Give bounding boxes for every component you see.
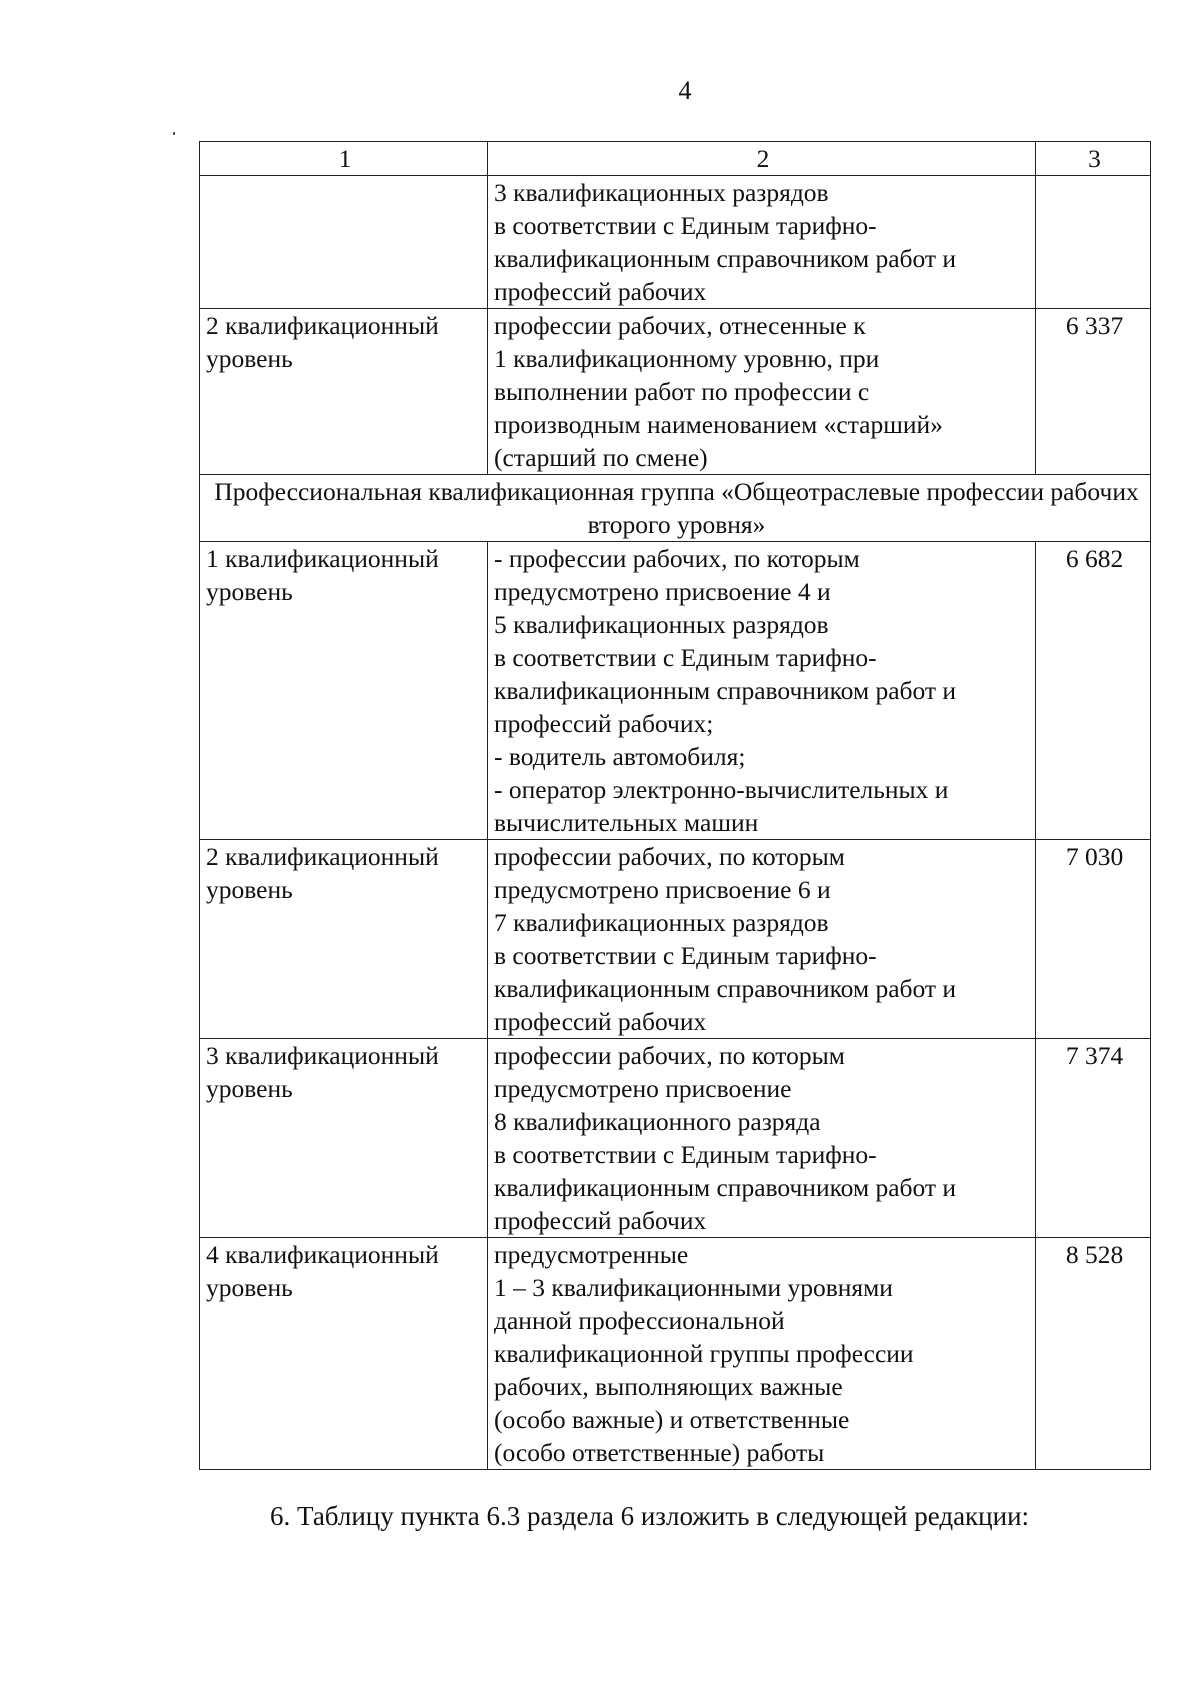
- page-number: 4: [678, 76, 692, 105]
- description-line: в соответствии с Единым тарифно-: [494, 941, 877, 970]
- description-cell: [488, 1039, 1036, 1238]
- description-line: 1 – 3 квалификационными уровнями: [494, 1273, 893, 1302]
- table-body: [200, 142, 1151, 1470]
- group-heading-row: [200, 475, 1151, 542]
- description-line: вычислительных машин: [494, 808, 759, 837]
- description-line: (старший по смене): [494, 443, 708, 472]
- description-line: квалификационным справочником работ и: [494, 1173, 957, 1202]
- scan-speck: [173, 132, 175, 135]
- description-line: квалификационным справочником работ и: [494, 974, 957, 1003]
- description-line: профессий рабочих: [494, 277, 707, 306]
- salary-table: [199, 141, 1151, 1470]
- description-line: предусмотрено присвоение 4 и: [494, 577, 831, 606]
- description-line: (особо важные) и ответственные: [494, 1405, 850, 1434]
- description-line: в соответствии с Единым тарифно-: [494, 211, 877, 240]
- footer-paragraph: 6. Таблицу пункта 6.3 раздела 6 изложить в следующей редакции:: [270, 1501, 1030, 1531]
- value-cell: 7 374: [1036, 1039, 1151, 1238]
- value-cell: 6 682: [1036, 542, 1151, 840]
- description-line: данной профессиональной: [494, 1306, 785, 1335]
- description-line: 1 квалификационному уровню, при: [494, 344, 880, 373]
- description-line: профессий рабочих: [494, 1206, 707, 1235]
- description-line: квалификационной группы профессии: [494, 1339, 914, 1368]
- description-line: профессии рабочих, по которым: [494, 842, 845, 871]
- level-cell: 2 квалификационный уровень: [200, 309, 488, 475]
- level-cell: [200, 176, 488, 309]
- table-row: [200, 1238, 1151, 1470]
- description-line: профессии рабочих, по которым: [494, 1041, 845, 1070]
- header-cell-1: 1: [200, 142, 488, 176]
- description-line: - профессии рабочих, по которым: [494, 544, 860, 573]
- description-cell: [488, 1238, 1036, 1470]
- level-cell: 2 квалификационный уровень: [200, 840, 488, 1039]
- description-line: предусмотрено присвоение 6 и: [494, 875, 831, 904]
- description-line: профессий рабочих: [494, 1007, 707, 1036]
- table-row: [200, 176, 1151, 309]
- description-line: профессии рабочих, отнесенные к: [494, 311, 866, 340]
- table-row: [200, 840, 1151, 1039]
- group-heading-cell: Профессиональная квалификационная группа «Общеотраслевые профессии рабочих второго уровня»: [200, 475, 1151, 542]
- description-line: 3 квалификационных разрядов: [494, 178, 829, 207]
- level-cell: 4 квалификационный уровень: [200, 1238, 488, 1470]
- description-line: в соответствии с Единым тарифно-: [494, 1140, 877, 1169]
- value-cell: 7 030: [1036, 840, 1151, 1039]
- header-cell-2: 2: [488, 142, 1036, 176]
- table-row: [200, 542, 1151, 840]
- description-line: 8 квалификационного разряда: [494, 1107, 821, 1136]
- description-cell: [488, 176, 1036, 309]
- description-line: рабочих, выполняющих важные: [494, 1372, 843, 1401]
- level-cell: 3 квалификационный уровень: [200, 1039, 488, 1238]
- value-cell: 8 528: [1036, 1238, 1151, 1470]
- description-line: - водитель автомобиля;: [494, 742, 746, 771]
- description-line: профессий рабочих;: [494, 709, 714, 738]
- description-cell: [488, 840, 1036, 1039]
- description-line: 7 квалификационных разрядов: [494, 908, 829, 937]
- description-line: производным наименованием «старший»: [494, 410, 943, 439]
- value-cell: [1036, 176, 1151, 309]
- description-line: в соответствии с Единым тарифно-: [494, 643, 877, 672]
- value-cell: 6 337: [1036, 309, 1151, 475]
- table-row: [200, 1039, 1151, 1238]
- header-cell-3: 3: [1036, 142, 1151, 176]
- description-line: - оператор электронно-вычислительных и: [494, 775, 949, 804]
- description-line: выполнении работ по профессии с: [494, 377, 870, 406]
- level-cell: 1 квалификационный уровень: [200, 542, 488, 840]
- description-line: 5 квалификационных разрядов: [494, 610, 829, 639]
- description-cell: [488, 309, 1036, 475]
- description-line: квалификационным справочником работ и: [494, 676, 957, 705]
- table-row: [200, 309, 1151, 475]
- table-header-row: [200, 142, 1151, 176]
- description-line: предусмотренные: [494, 1240, 689, 1269]
- description-line: (особо ответственные) работы: [494, 1438, 825, 1467]
- description-cell: [488, 542, 1036, 840]
- description-line: предусмотрено присвоение: [494, 1074, 792, 1103]
- description-line: квалификационным справочником работ и: [494, 244, 957, 273]
